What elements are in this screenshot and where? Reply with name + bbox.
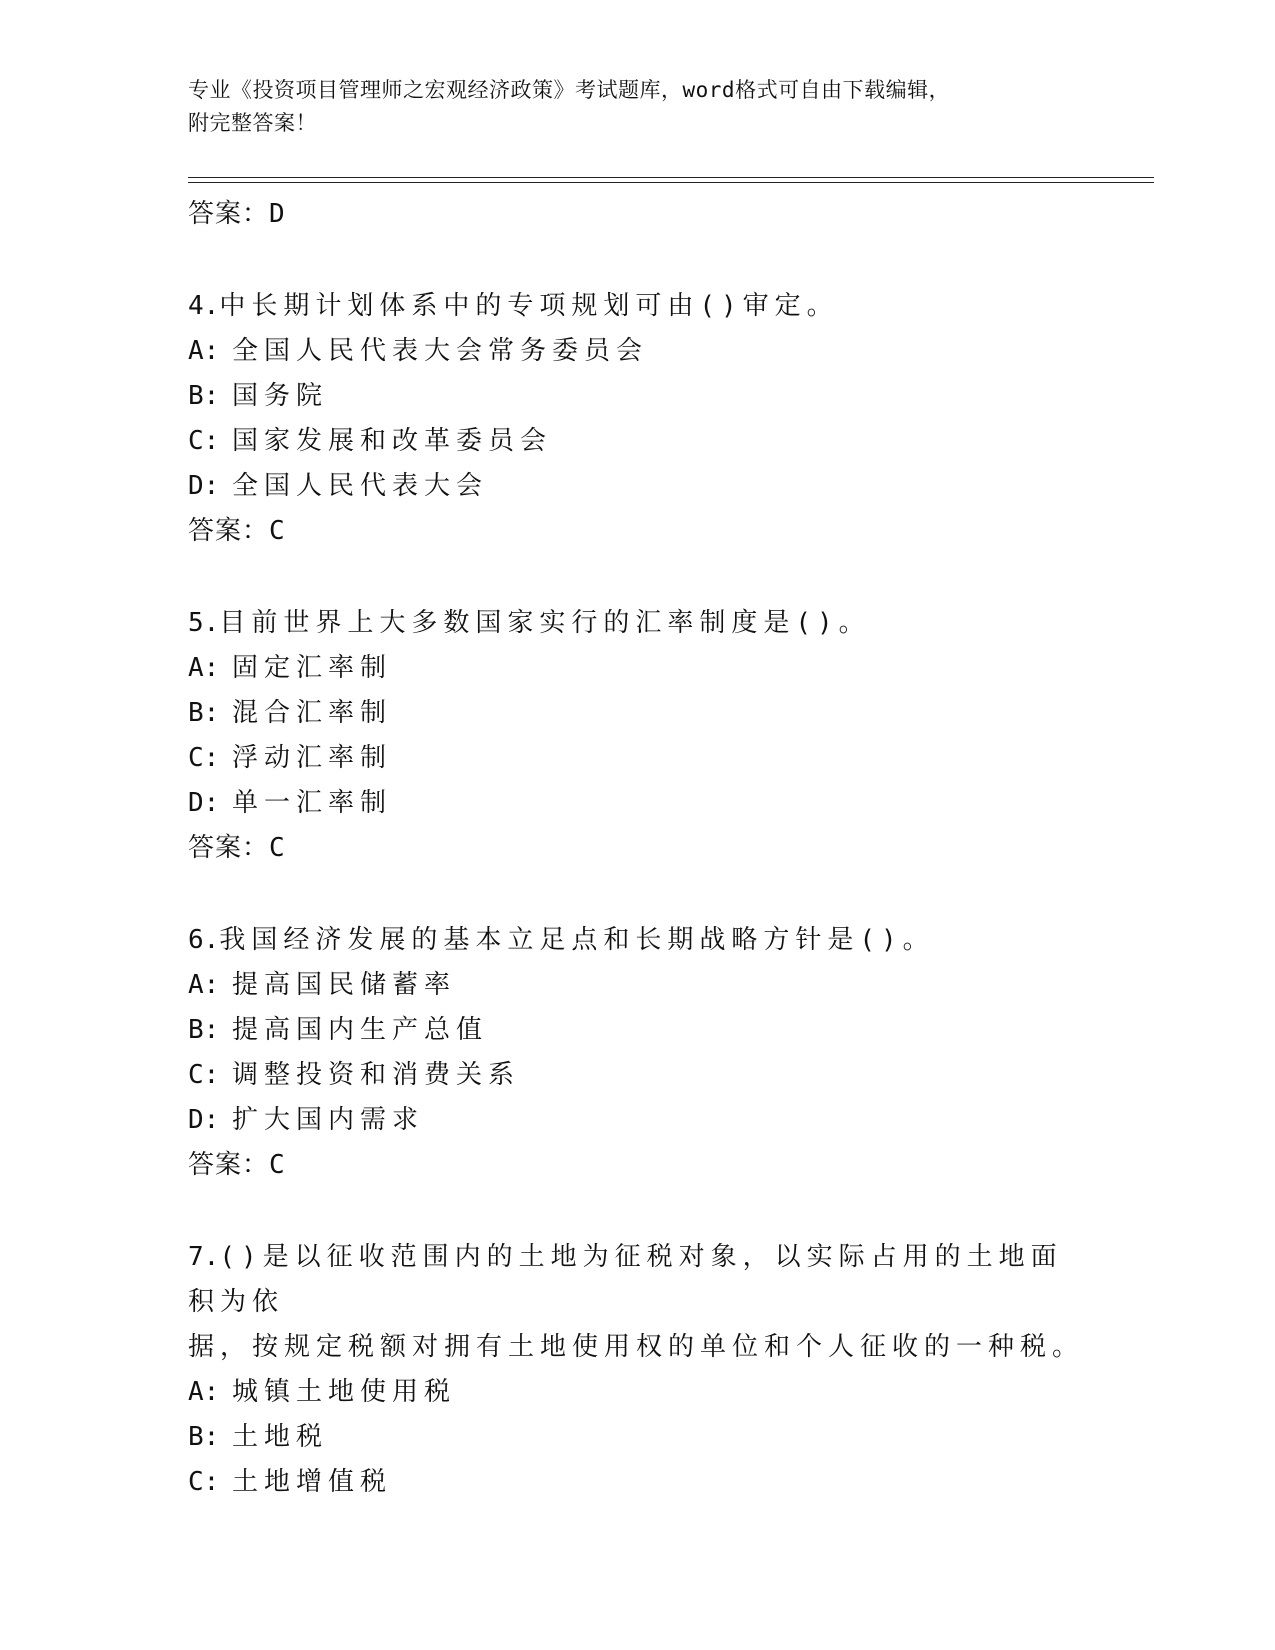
- question-number: 7.: [188, 1242, 220, 1272]
- question-text: ()是以征收范围内的土地为征税对象，以实际占用的土地面积为依: [188, 1242, 1063, 1317]
- question-stem: [188, 284, 1088, 329]
- question-text-continued: 据，按规定税额对拥有土地使用权的单位和个人征收的一种税。: [188, 1332, 1085, 1362]
- option-b: B: 国务院: [188, 381, 329, 411]
- option-d: D: 全国人民代表大会: [188, 471, 489, 501]
- answer-line: 答案：C: [188, 516, 286, 546]
- question-text: 目前世界上大多数国家实行的汇率制度是()。: [219, 608, 871, 638]
- option-c: C: 浮动汇率制: [188, 743, 393, 773]
- question-stem: [188, 601, 1088, 646]
- option-d: D: 扩大国内需求: [188, 1105, 425, 1135]
- question-7: [188, 1235, 1088, 1505]
- option-a: A: 全国人民代表大会常务委员会: [188, 336, 649, 366]
- option-c: C: 国家发展和改革委员会: [188, 426, 553, 456]
- answer-line: 答案：C: [188, 1150, 286, 1180]
- question-stem: [188, 1235, 1088, 1325]
- option-c: C: 调整投资和消费关系: [188, 1060, 521, 1090]
- header-divider-bottom: [188, 182, 1154, 183]
- question-number: 5.: [188, 608, 220, 638]
- question-5: [188, 601, 1088, 870]
- header-divider-top: [188, 177, 1154, 178]
- option-a: A: 固定汇率制: [188, 653, 393, 683]
- option-d: D: 单一汇率制: [188, 788, 393, 818]
- option-b: B: 提高国内生产总值: [188, 1015, 489, 1045]
- option-a: A: 提高国民储蓄率: [188, 970, 457, 1000]
- question-4: [188, 284, 1088, 553]
- option-b: B: 混合汇率制: [188, 698, 393, 728]
- option-c: C: 土地增值税: [188, 1467, 393, 1497]
- question-stem: [188, 918, 1088, 963]
- answer-line: 答案：D: [188, 199, 286, 229]
- question-number: 4.: [188, 291, 220, 321]
- header-line-1: 专业《投资项目管理师之宏观经济政策》考试题库，word格式可自由下载编辑，: [188, 78, 951, 102]
- question-text: 我国经济发展的基本立足点和长期战略方针是()。: [219, 925, 935, 955]
- header-line-2: 附完整答案！: [188, 111, 317, 135]
- question-text: 中长期计划体系中的专项规划可由()审定。: [219, 291, 839, 321]
- document-header: [188, 74, 1068, 140]
- question-6: [188, 918, 1088, 1187]
- option-a: A: 城镇土地使用税: [188, 1377, 457, 1407]
- answer-line: 答案：C: [188, 833, 286, 863]
- option-b: B: 土地税: [188, 1422, 329, 1452]
- question-number: 6.: [188, 925, 220, 955]
- question-list: [188, 192, 1088, 1505]
